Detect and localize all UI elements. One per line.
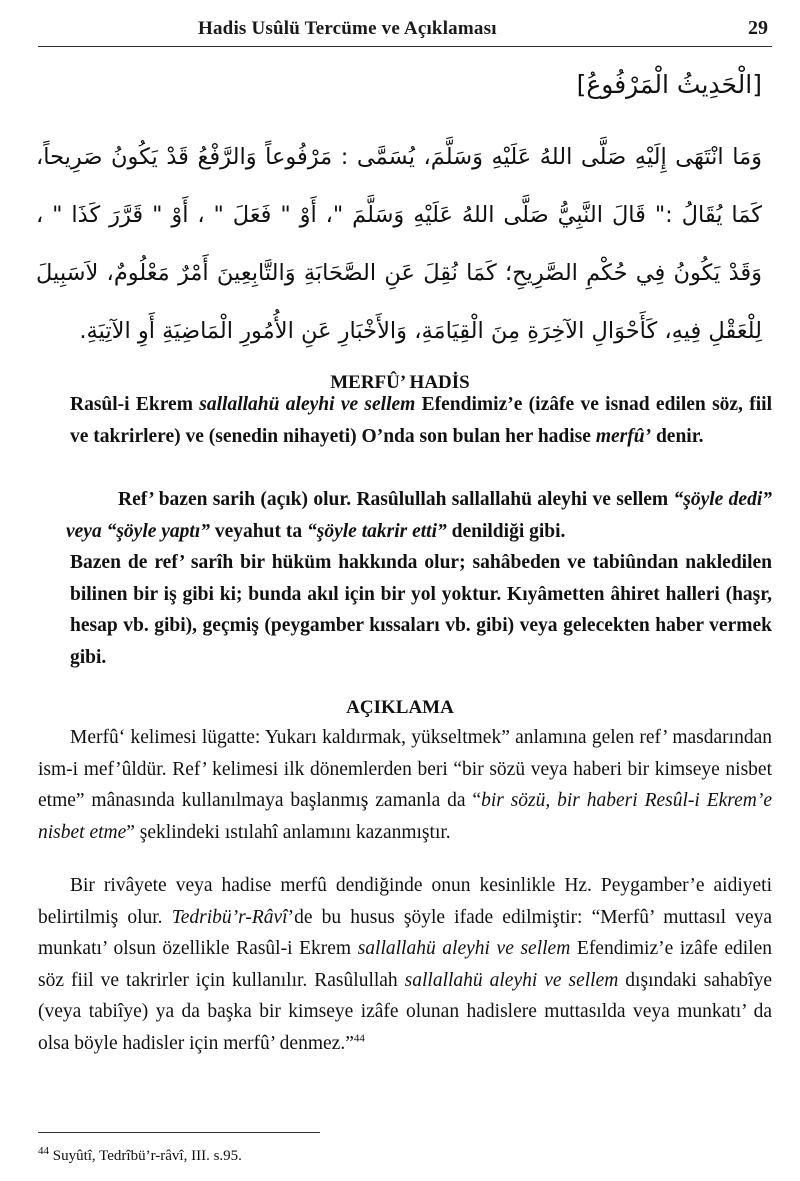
footnote-divider bbox=[38, 1132, 320, 1133]
def-text-a: Rasûl-i Ekrem bbox=[70, 394, 200, 415]
aciklama1-text-a: Merfû‘ kelimesi lügatte: Yukarı kaldırmak, yükseltmek” anlamına gelen ref’ masdarından ism-i mef’ûldür. Ref’ kelimesi ilk dönemlerden beri “bir sözü veya haberi bir kimseye nisbet etme” mânasında kullanılmaya başlanmış zamanla da “ bbox=[38, 727, 772, 812]
arabic-title: [الْحَدِيثُ الْمَرْفُوعُ] bbox=[576, 70, 762, 99]
hukum-paragraph: Bazen de ref’ sarîh bir hüküm hakkında olur; sahâbeden ve tabiûndan nakledilen bilinen bir iş gibi ki; bunda akıl için bir yol yoktur. Kıyâmetten âhiret halleri (haşr, hesap vb. gibi), geçmiş (peygamber kıssaları vb. gibi) veya gelecekten haber vermek gibi. bbox=[70, 552, 772, 668]
sarih-text-c: veyahut ta bbox=[210, 520, 307, 542]
footnote-text: Suyûtî, Tedrîbü’r-râvî, III. s.95. bbox=[49, 1148, 242, 1164]
aciklama-paragraph-1 bbox=[38, 722, 772, 848]
def-text-c: Efendimiz’e (izâfe ve isnad edilen söz, fiil ve takrirlere) ve (senedin nihayeti) O’nda son bulan her hadise bbox=[70, 394, 772, 447]
aciklama2-text-b: Tedribü’r-Râvî bbox=[171, 906, 288, 928]
header-title: Hadis Usûlü Tercüme ve Açıklaması bbox=[198, 18, 497, 39]
footnote-number: 44 bbox=[38, 1145, 49, 1157]
sarih-text-d: “şöyle takrir etti” bbox=[307, 520, 447, 542]
definition-paragraph bbox=[70, 389, 772, 452]
aciklama2-text-f: sallallahü aleyhi ve sellem bbox=[404, 969, 619, 991]
sarih-text-e: denildiği gibi. bbox=[446, 520, 566, 542]
aciklama2-text-c: ’de bu husus şöyle ifade edilmiştir: “Merfû’ muttasıl veya munkatı’ olsun özellikle Rasûl-i Ekrem bbox=[38, 906, 772, 959]
def-text-e: denir. bbox=[651, 425, 704, 447]
sarih-text-a: Ref’ bazen sarih (açık) olur. Rasûlullah sallallahü aleyhi ve sellem bbox=[118, 489, 674, 510]
footnote bbox=[38, 1145, 242, 1165]
sarih-paragraph bbox=[66, 484, 772, 547]
section-heading-merfu-hadis: MERFÛ’ HADİS bbox=[330, 372, 470, 393]
aciklama-paragraph-2 bbox=[38, 870, 772, 1059]
aciklama1-text-c: ” şeklindeki ıstılahî anlamını kazanmıştır. bbox=[126, 821, 451, 843]
aciklama1-text-b: bir sözü, bir haberi Resûl-i Ekrem’e nisbet etme bbox=[38, 790, 773, 843]
aciklama2-text-d: sallallahü aleyhi ve sellem bbox=[357, 938, 571, 959]
arabic-text: وَمَا انْتَهَى إِلَيْهِ صَلَّى اللهُ عَلَيْهِ وَسَلَّمَ، يُسَمَّى : مَرْفُوعاً وَالرَّفْعُ قَدْ يَكُونُ صَرِيحاً، كَمَا يُقَالُ :" قَالَ النَّبِيُّ صَلَّى اللهُ عَلَيْهِ وَسَلَّمَ "، أَوْ " فَعَلَ " ، أَوْ " قَرَّرَ كَذَا " ، وَقَدْ يَكُونُ فِي حُكْمِ الصَّرِيحِ؛ كَمَا نُقِلَ عَنِ الصَّحَابَةِ وَالتَّابِعِينَ أَمْرٌ مَعْلُومٌ، لاَسَبِيلَ لِلْعَقْلِ فِيهِ، كَأَحْوَالِ الآخِرَةِ مِنَ الْقِيَامَةِ، وَالأَخْبَارِ عَنِ الأُمُورِ الْمَاضِيَةِ أَوِ الآتِيَةِ. bbox=[36, 144, 762, 344]
aciklama2-text-g: dışındaki sahabîye (veya tabiîye) ya da başka bir kimseye izâfe olunan hadislere muttasılda veya munkatı’ da olsa böyle hadisler için merfû’ denmez.” bbox=[38, 969, 772, 1054]
sarih-text-b: “şöyle dedi” veya “şöyle yaptı” bbox=[66, 489, 772, 542]
aciklama2-text-a: Bir rivâyete veya hadise merfû dendiğinde onun kesinlikle Hz. Peygamber’e aidiyeti belirtilmiş olur. bbox=[38, 875, 772, 928]
aciklama2-text-e: Efendimiz’e izâfe edilen söz fiil ve takrirler için kullanılır. Rasûlullah bbox=[38, 938, 773, 991]
page-number: 29 bbox=[748, 17, 768, 39]
section-heading-aciklama: AÇIKLAMA bbox=[346, 697, 454, 718]
footnote-reference[interactable]: 44 bbox=[353, 1032, 365, 1044]
running-header bbox=[38, 10, 772, 47]
def-text-b: sallallahü aleyhi ve sellem bbox=[199, 394, 416, 415]
def-text-d: merfû’ bbox=[595, 425, 652, 447]
